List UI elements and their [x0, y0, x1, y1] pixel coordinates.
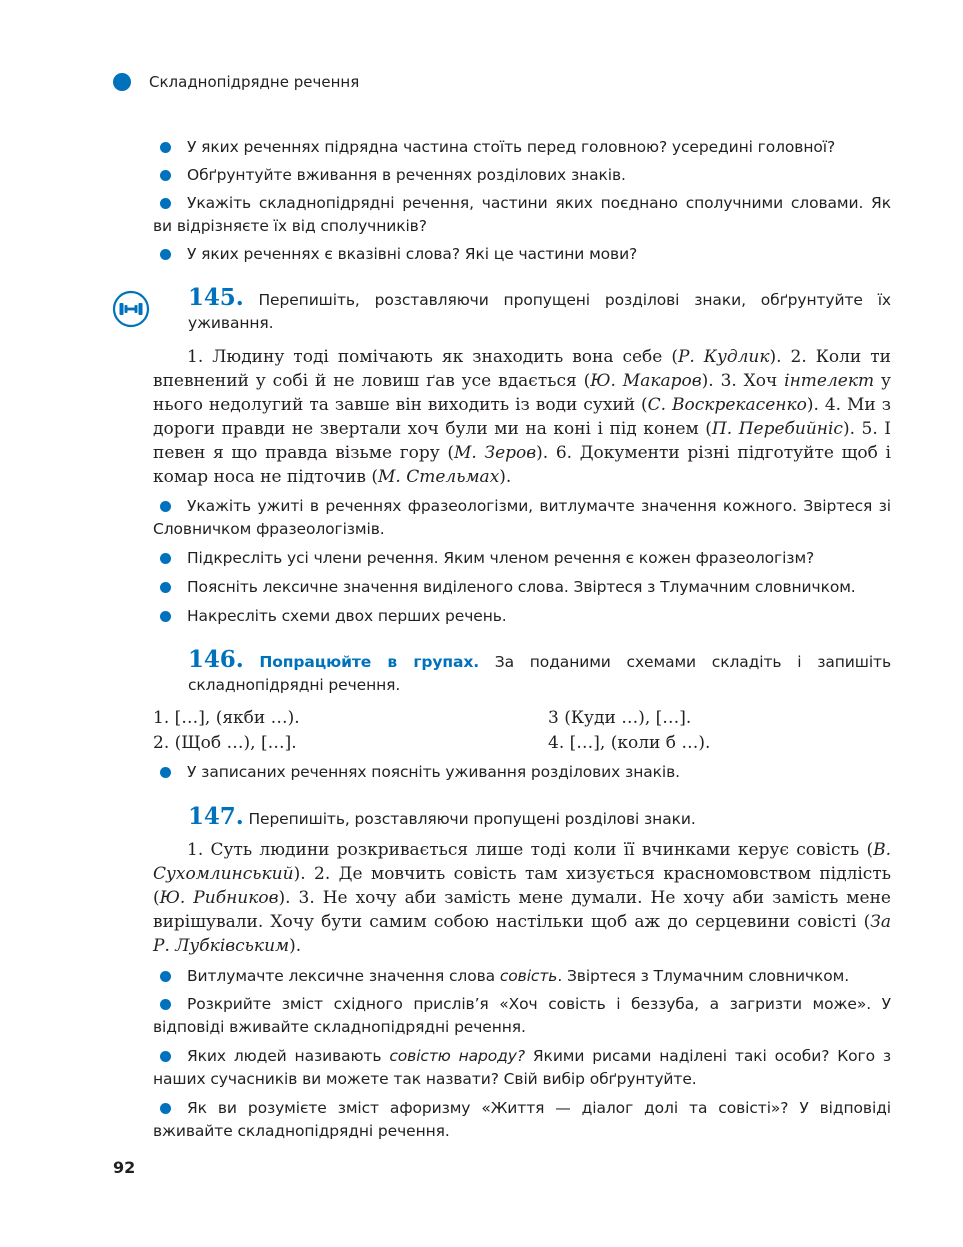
- question: Обґрунтуйте вживання в реченнях розділових знаків.: [187, 166, 626, 184]
- question: Підкресліть усі члени речення. Яким членом речення є кожен фразеологізм?: [187, 549, 815, 567]
- exercise-task: Перепишіть, розставляючи пропущені розділові знаки, обґрунтуйте їх уживання.: [188, 291, 891, 332]
- section-title: Складнопідрядне речення: [149, 73, 360, 91]
- page-header: [113, 70, 359, 94]
- question: У яких реченнях є вказівні слова? Які це частини мови?: [187, 245, 638, 263]
- page-number: 92: [113, 1158, 136, 1177]
- scheme-1: 1. […], (якби …).: [153, 708, 300, 728]
- exercise-number: 147.: [188, 803, 244, 830]
- question: Розкрийте зміст східного прислів’я «Хоч совість і беззуба, а загризти може». У відповіді вживайте складнопідрядні речення.: [153, 995, 891, 1036]
- question: Укажіть ужиті в реченнях фразеологізми, витлумачте значення кожного. Звіртеся зі Словничком фразеологізмів.: [153, 497, 891, 538]
- exercise-number: 146.: [188, 646, 244, 673]
- exercise-task: За поданими схемами складіть і запишіть складнопідрядні речення.: [188, 653, 891, 694]
- question: Яких людей називають совістю народу? Якими рисами наділені такі особи? Кого з наших сучасників ви можете так назвати? Свій вибір обґрунтуйте.: [153, 1047, 892, 1088]
- group-work-label: Попрацюйте в групах.: [259, 653, 480, 671]
- question: Поясніть лексичне значення виділеного слова. Звіртеся з Тлумачним словничком.: [187, 578, 856, 596]
- scheme-4: 4. […], (коли б …).: [548, 733, 711, 753]
- header-dot: [113, 73, 131, 91]
- exercise-146-heading: [188, 648, 891, 697]
- question: Укажіть складнопідрядні речення, частини яких поєднано сполучними словами. Як ви відрізняєте їх від сполучників?: [153, 194, 891, 235]
- exercise-145-text: 1. Людину тоді помічають як знаходить вона себе (Р. Кудлик). 2. Коли ти впевнений у собі й не ловиш ґав усе вдається (Ю. Макаров). 3. Хоч інтелект у нього недолугий та завше він виходить із води сухий (С. Воскрекасенко). 4. Ми з дороги правди не звертали хоч були ми на коні і під конем (П. Перебийніс). 5. І певен я що правда візьме гору (М. Зеров). 6. Документи різні підготуйте щоб і комар носа не підточив (М. Стельмах).: [153, 347, 892, 487]
- exercise-147-heading: [188, 805, 891, 831]
- question: Витлумачте лексичне значення слова совість. Звіртеся з Тлумачним словничком.: [187, 967, 850, 985]
- question: Накресліть схеми двох перших речень.: [187, 607, 507, 625]
- question: Як ви розумієте зміст афоризму «Життя — діалог долі та совісті»? У відповіді вживайте складнопідрядні речення.: [153, 1099, 891, 1140]
- exercise-task: Перепишіть, розставляючи пропущені розділові знаки.: [248, 810, 696, 828]
- question: У яких реченнях підрядна частина стоїть перед головною? усередині головної?: [187, 138, 836, 156]
- exercise-number: 145.: [188, 284, 244, 311]
- exercise-147-text: 1. Суть людини розкривається лише тоді коли її вчинками керує совість (В. Сухомлинський). 2. Де мовчить совість там хизується красномовством підлість (Ю. Рибников). 3. Не хочу аби замість мене думали. Не хочу аби замість мене вирішували. Хочу бути самим собою настільки щоб аж до серцевини совісті (За Р. Лубківським).: [153, 840, 891, 956]
- dumbbell-icon: [112, 290, 150, 328]
- question: У записаних реченнях поясніть уживання розділових знаків.: [187, 763, 680, 781]
- exercise-145-heading: [188, 286, 891, 335]
- scheme-2: 2. (Щоб …), […].: [153, 733, 297, 753]
- scheme-3: 3 (Куди …), […].: [548, 708, 692, 728]
